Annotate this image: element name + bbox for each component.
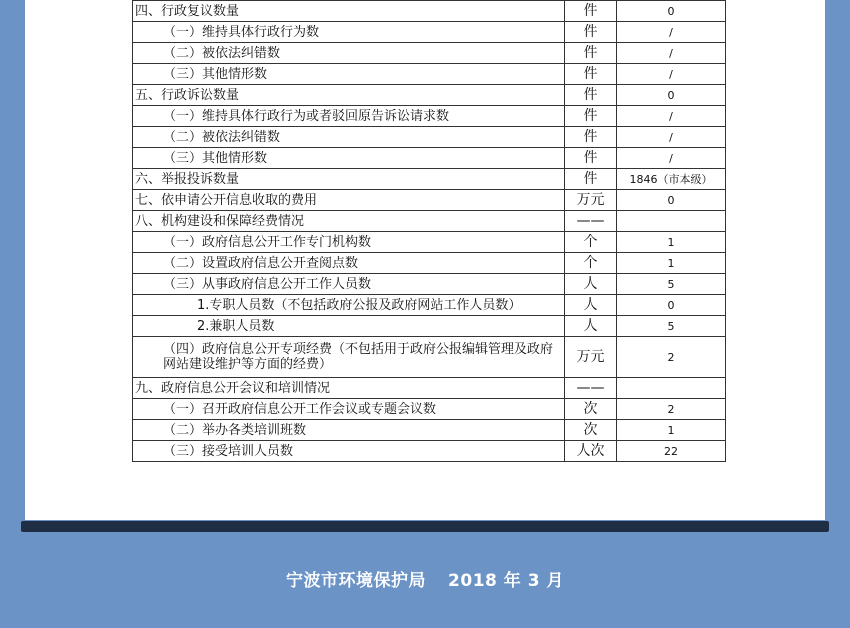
row-value: [617, 211, 726, 232]
row-item: （一）维持具体行政行为数: [133, 22, 565, 43]
row-value: /: [617, 22, 726, 43]
row-unit: 万元: [565, 190, 617, 211]
row-item: 七、依申请公开信息收取的费用: [133, 190, 565, 211]
footer-org: 宁波市环境保护局: [286, 571, 427, 591]
table-row: [133, 420, 726, 441]
row-value: 1846（市本级）: [617, 169, 726, 190]
page-shadow: [21, 521, 829, 532]
row-value: 5: [617, 274, 726, 295]
row-value: 5: [617, 316, 726, 337]
row-value: 2: [617, 399, 726, 420]
table-row: [133, 43, 726, 64]
table-row: [133, 441, 726, 462]
row-unit: 件: [565, 64, 617, 85]
row-value: 1: [617, 253, 726, 274]
row-value: 1: [617, 420, 726, 441]
table-row: [133, 316, 726, 337]
row-item: （一）政府信息公开工作专门机构数: [133, 232, 565, 253]
row-unit: 件: [565, 43, 617, 64]
row-value: 0: [617, 1, 726, 22]
row-unit: 次: [565, 420, 617, 441]
row-item: （一）召开政府信息公开工作会议或专题会议数: [133, 399, 565, 420]
row-item: 五、行政诉讼数量: [133, 85, 565, 106]
row-value: 22: [617, 441, 726, 462]
row-value: /: [617, 43, 726, 64]
row-unit: 件: [565, 127, 617, 148]
row-unit: 件: [565, 22, 617, 43]
row-unit: 件: [565, 169, 617, 190]
table-row: [133, 399, 726, 420]
row-unit: 人: [565, 274, 617, 295]
row-item: （四）政府信息公开专项经费（不包括用于政府公报编辑管理及政府网站建设维护等方面的经费）: [133, 337, 565, 378]
row-value: /: [617, 127, 726, 148]
table-row: [133, 232, 726, 253]
row-item: （三）其他情形数: [133, 64, 565, 85]
row-unit: 个: [565, 232, 617, 253]
row-unit: 个: [565, 253, 617, 274]
row-unit: 件: [565, 106, 617, 127]
row-unit: 件: [565, 85, 617, 106]
table-row: [133, 253, 726, 274]
table-row: [133, 127, 726, 148]
row-unit: 人次: [565, 441, 617, 462]
table-row: [133, 211, 726, 232]
table-row: [133, 190, 726, 211]
row-item: 六、举报投诉数量: [133, 169, 565, 190]
footer: [0, 566, 850, 591]
row-value: 0: [617, 85, 726, 106]
row-item: 九、政府信息公开会议和培训情况: [133, 378, 565, 399]
table-row: [133, 337, 726, 378]
row-value: 0: [617, 190, 726, 211]
table-row: [133, 85, 726, 106]
row-item: （三）其他情形数: [133, 148, 565, 169]
row-unit: ——: [565, 211, 617, 232]
row-item: （二）被依法纠错数: [133, 127, 565, 148]
row-unit: 万元: [565, 337, 617, 378]
row-item: （二）设置政府信息公开查阅点数: [133, 253, 565, 274]
row-value: [617, 378, 726, 399]
table-row: [133, 295, 726, 316]
table-row: [133, 148, 726, 169]
row-value: /: [617, 106, 726, 127]
row-value: 0: [617, 295, 726, 316]
row-value: /: [617, 64, 726, 85]
table-row: [133, 22, 726, 43]
row-unit: 人: [565, 316, 617, 337]
row-item: （一）维持具体行政行为或者驳回原告诉讼请求数: [133, 106, 565, 127]
row-value: 1: [617, 232, 726, 253]
table-row: [133, 64, 726, 85]
row-item: 八、机构建设和保障经费情况: [133, 211, 565, 232]
row-value: /: [617, 148, 726, 169]
row-unit: 件: [565, 1, 617, 22]
row-item: （二）举办各类培训班数: [133, 420, 565, 441]
row-unit: 件: [565, 148, 617, 169]
row-item: （三）从事政府信息公开工作人员数: [133, 274, 565, 295]
row-item: （三）接受培训人员数: [133, 441, 565, 462]
row-unit: 人: [565, 295, 617, 316]
table-row: [133, 274, 726, 295]
row-unit: ——: [565, 378, 617, 399]
table-row: [133, 106, 726, 127]
row-item: （二）被依法纠错数: [133, 43, 565, 64]
statistics-table: [132, 0, 726, 462]
row-item: 1.专职人员数（不包括政府公报及政府网站工作人员数）: [133, 295, 565, 316]
table-row: [133, 169, 726, 190]
table-row: [133, 1, 726, 22]
row-value: 2: [617, 337, 726, 378]
table-row: [133, 378, 726, 399]
row-item: 2.兼职人员数: [133, 316, 565, 337]
footer-date: 2018 年 3 月: [448, 571, 564, 591]
row-item: 四、行政复议数量: [133, 1, 565, 22]
row-unit: 次: [565, 399, 617, 420]
